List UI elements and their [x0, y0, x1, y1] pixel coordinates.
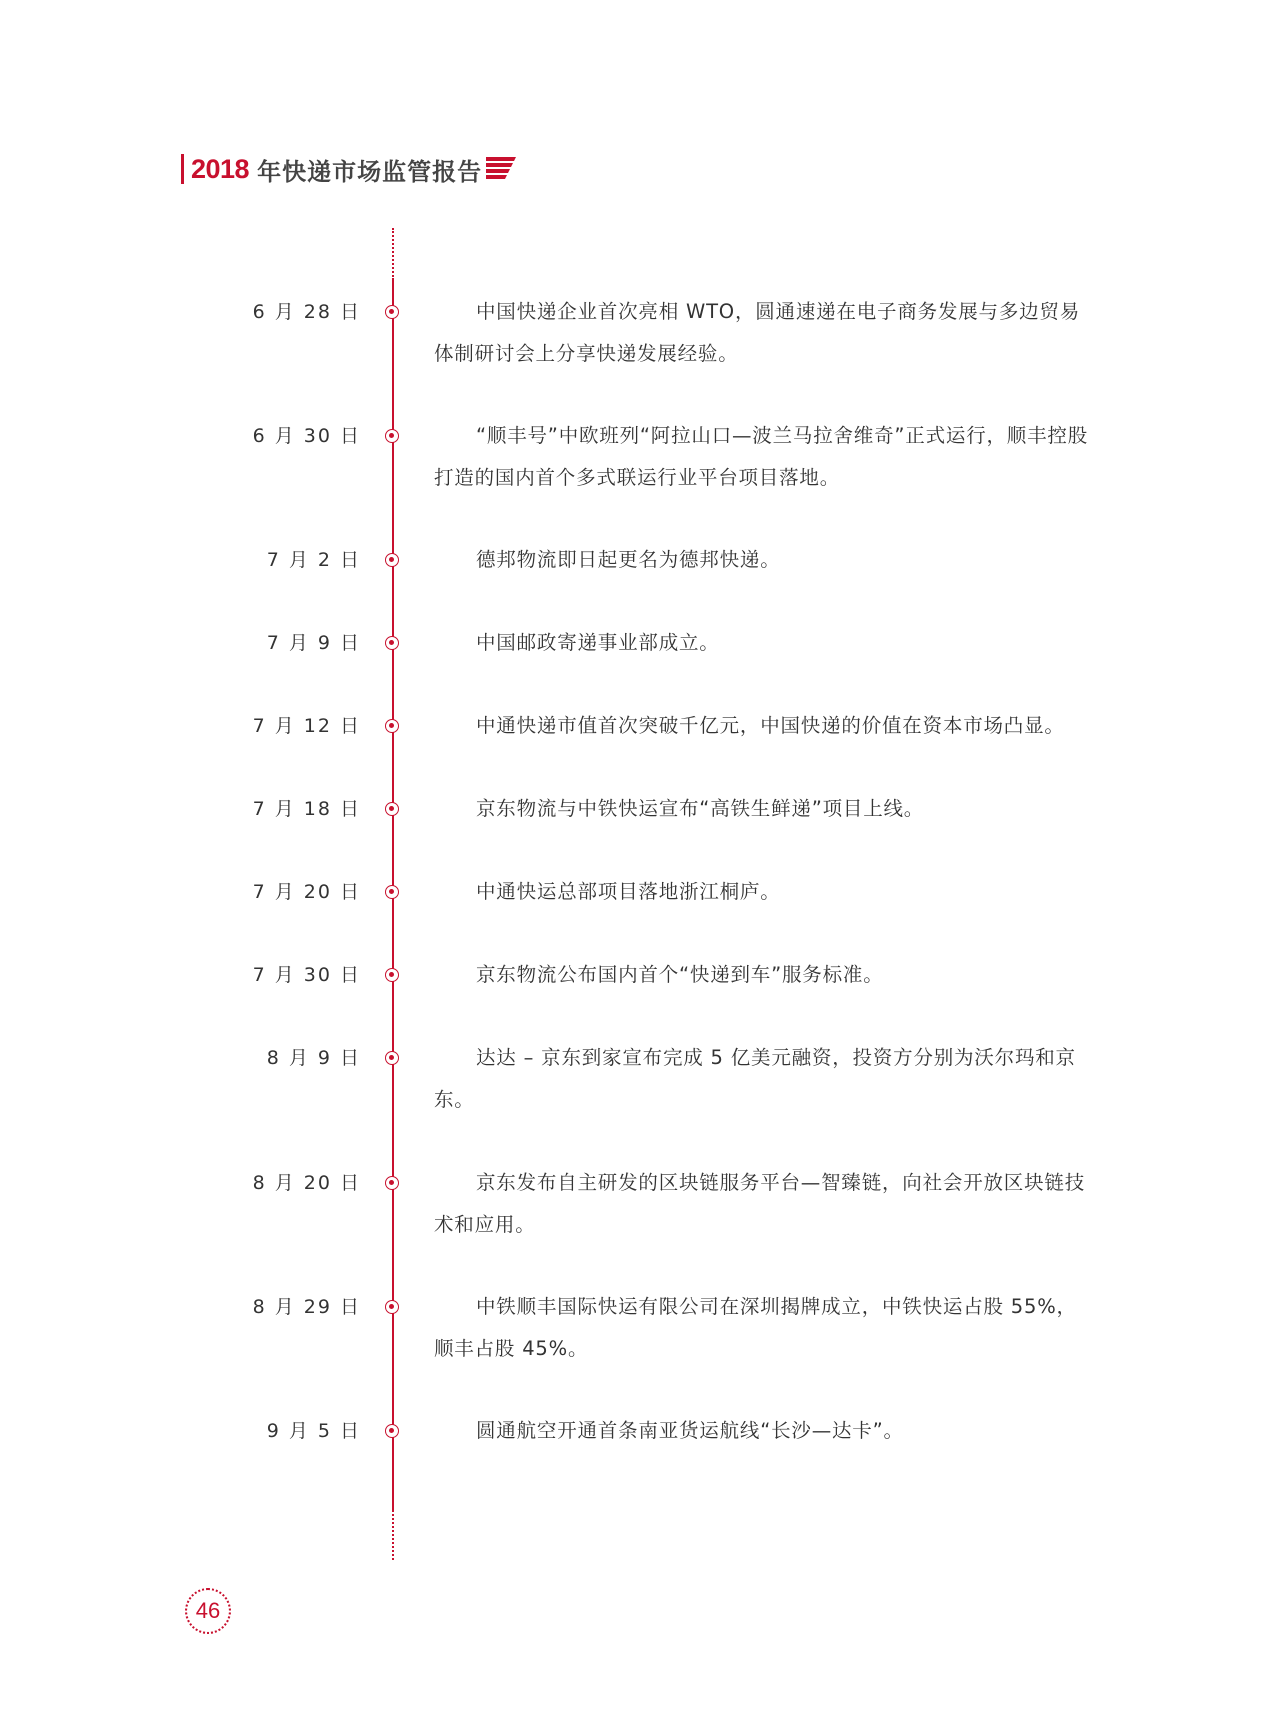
event-description: 京东物流公布国内首个“快递到车”服务标准。 — [476, 963, 884, 986]
event-date: 7 月 12 日 — [252, 715, 361, 737]
event-description: 京东发布自主研发的区块链服务平台—智臻链，向社会开放区块链技术和应用。 — [434, 1171, 1086, 1236]
timeline-node-icon — [385, 1300, 399, 1314]
event-date: 7 月 9 日 — [266, 632, 361, 654]
header-accent-bar — [181, 154, 184, 184]
event-description: “顺丰号”中欧班列“阿拉山口—波兰马拉舍维奇”正式运行，顺丰控股打造的国内首个多式联运行业平台项目落地。 — [434, 424, 1089, 489]
event-date: 7 月 30 日 — [252, 964, 361, 986]
timeline-node-icon — [385, 305, 399, 319]
timeline-node-icon — [385, 636, 399, 650]
timeline-node-icon — [385, 1176, 399, 1190]
report-header — [181, 152, 516, 186]
timeline-node-icon — [385, 719, 399, 733]
timeline-node-icon — [385, 968, 399, 982]
event-description: 中国邮政寄递事业部成立。 — [476, 631, 720, 654]
event-date: 7 月 18 日 — [252, 798, 361, 820]
timeline-node-icon — [385, 885, 399, 899]
event-description: 中铁顺丰国际快运有限公司在深圳揭牌成立，中铁快运占股 55%，顺丰占股 45%。 — [434, 1295, 1077, 1360]
event-date: 7 月 2 日 — [266, 549, 361, 571]
timeline-node-icon — [385, 802, 399, 816]
timeline-top-dotted — [392, 228, 394, 280]
header-stripes-icon — [486, 155, 516, 183]
event-date: 8 月 9 日 — [266, 1047, 361, 1069]
event-date: 8 月 20 日 — [252, 1172, 361, 1194]
header-year: 2018 — [191, 153, 250, 184]
event-description: 京东物流与中铁快运宣布“高铁生鲜递”项目上线。 — [476, 797, 925, 820]
event-date: 9 月 5 日 — [266, 1420, 361, 1442]
event-description: 中通快递市值首次突破千亿元，中国快递的价值在资本市场凸显。 — [476, 714, 1065, 737]
timeline-bottom-dotted — [392, 1510, 394, 1560]
event-description: 德邦物流即日起更名为德邦快递。 — [476, 548, 781, 571]
event-description: 中通快运总部项目落地浙江桐庐。 — [476, 880, 781, 903]
timeline-node-icon — [385, 1051, 399, 1065]
event-date: 6 月 28 日 — [252, 301, 361, 323]
timeline-node-icon — [385, 1424, 399, 1438]
timeline-node-icon — [385, 429, 399, 443]
event-date: 6 月 30 日 — [252, 425, 361, 447]
header-title: 年快递市场监管报告 — [257, 157, 483, 186]
event-description: 圆通航空开通首条南亚货运航线“长沙—达卡”。 — [476, 1419, 904, 1442]
page-number: 46 — [185, 1588, 231, 1634]
event-date: 7 月 20 日 — [252, 881, 361, 903]
event-description: 达达 – 京东到家宣布完成 5 亿美元融资，投资方分别为沃尔玛和京东。 — [434, 1046, 1076, 1111]
timeline-node-icon — [385, 553, 399, 567]
event-date: 8 月 29 日 — [252, 1296, 361, 1318]
event-description: 中国快递企业首次亮相 WTO，圆通速递在电子商务发展与多边贸易体制研讨会上分享快递发展经验。 — [434, 300, 1081, 365]
